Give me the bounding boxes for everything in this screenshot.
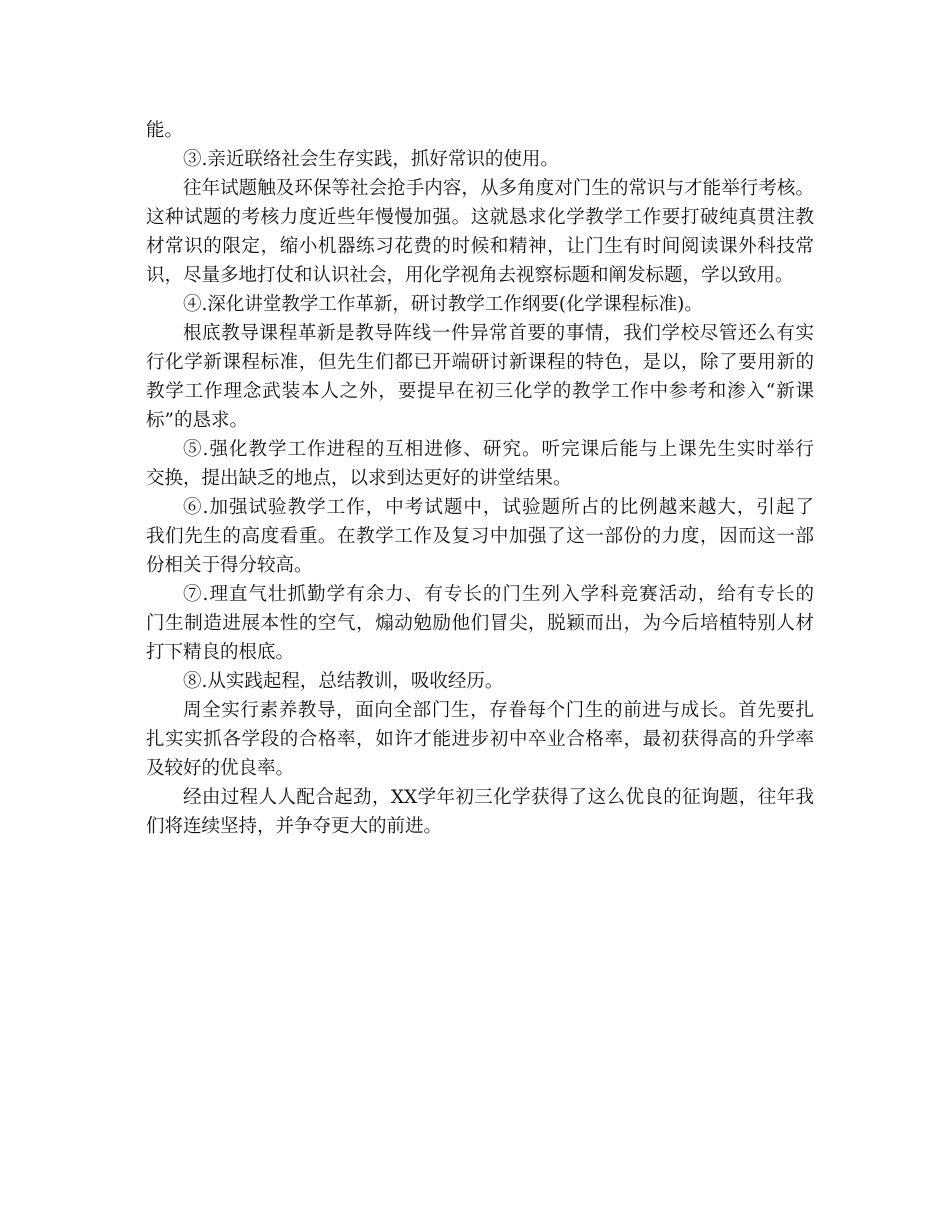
text-line: 标”的恳求。 (146, 410, 248, 431)
text-line: 打下精良的根底。 (146, 642, 295, 663)
text-line: 门生制造进展本性的空气，煽动勉励他们冒尖，脱颖而出，为今后培植特别人材 (146, 613, 814, 634)
text-line: 及较好的优良率。 (146, 758, 295, 779)
text-line: ④.深化讲堂教学工作革新，研讨教学工作纲要(化学课程标准)。 (183, 294, 703, 315)
paragraph (146, 580, 814, 667)
text-line: ⑤.强化教学工作进程的互相进修、研究。听完课后能与上课先生实时举行 (183, 439, 814, 460)
text-line: 周全实行素养教导，面向全部门生，存眷每个门生的前进与成长。首先要扎 (183, 700, 814, 721)
text-line: ⑧.从实践起程，总结教训，吸收经历。 (183, 671, 504, 692)
text-line: 我们先生的高度看重。在教学工作及复习中加强了这一部份的力度，因而这一部 (146, 526, 814, 547)
section-heading (146, 667, 814, 696)
text-line: ③.亲近联络社会生存实践，抓好常识的使用。 (183, 149, 559, 170)
text-line: 份相关于得分较高。 (146, 555, 313, 576)
paragraph (146, 696, 814, 783)
text-line: 识，尽量多地打仗和认识社会，用化学视角去视察标题和阐发标题，学以致用。 (146, 265, 794, 286)
paragraph (146, 174, 814, 290)
paragraph (146, 493, 814, 580)
text-line: 交换，提出缺乏的地点，以求到达更好的讲堂结果。 (146, 468, 572, 489)
text-line: ⑦.理直气壮抓勤学有余力、有专长的门生列入学科竞赛活动，给有专长的 (183, 584, 814, 605)
text-line: 能。 (146, 120, 184, 141)
paragraph (146, 783, 814, 841)
text-line: 行化学新课程标准，但先生们都已开端研讨新课程的特色，是以，除了要用新的 (146, 352, 814, 373)
text-line: 往年试题触及环保等社会抢手内容，从多角度对门生的常识与才能举行考核。 (183, 178, 814, 199)
paragraph (146, 319, 814, 435)
text-line: 这种试题的考核力度近些年慢慢加强。这就恳求化学教学工作要打破纯真贯注教 (146, 207, 814, 228)
text-line: 根底教导课程革新是教导阵线一件异常首要的事情，我们学校尽管还么有实 (183, 323, 814, 344)
paragraph (146, 435, 814, 493)
text-line: 经由过程人人配合起劲，XX学年初三化学获得了这么优良的征询题，往年我 (183, 787, 814, 808)
text-line: 教学工作理念武装本人之外，要提早在初三化学的教学工作中参考和渗入“新课 (146, 381, 814, 402)
text-line: 材常识的限定，缩小机器练习花费的时候和精神，让门生有时间阅读课外科技常 (146, 236, 814, 257)
document-page (146, 116, 814, 841)
text-line: ⑥.加强试验教学工作，中考试题中，试验题所占的比例越来越大，引起了 (183, 497, 814, 518)
section-heading (146, 290, 814, 319)
paragraph (146, 116, 814, 145)
section-heading (146, 145, 814, 174)
text-line: 扎实实抓各学段的合格率，如许才能进步初中卒业合格率，最初获得高的升学率 (146, 729, 814, 750)
text-line: 们将连续坚持，并争夺更大的前进。 (146, 816, 443, 837)
